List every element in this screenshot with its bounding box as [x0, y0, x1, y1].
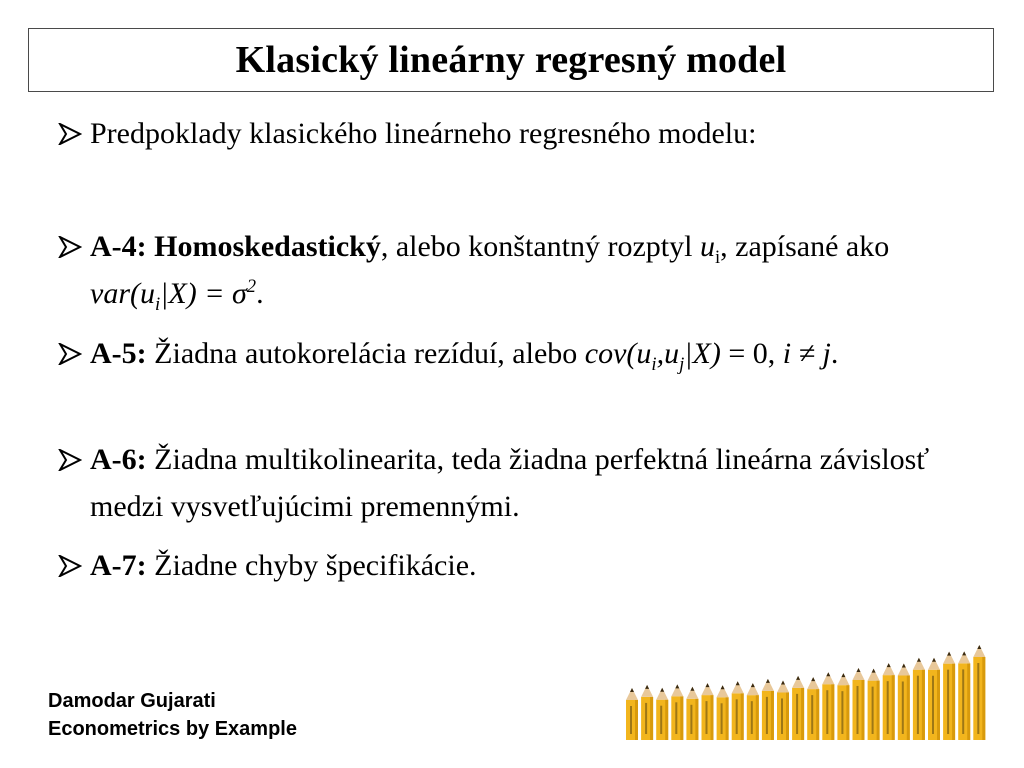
pencil-icon	[702, 683, 714, 740]
pencil-icon	[656, 688, 668, 740]
bullet-a5-text	[90, 330, 988, 377]
arrowhead-bullet-icon	[58, 542, 90, 589]
pencil-icon	[777, 680, 789, 740]
pencil-icon	[822, 672, 834, 740]
bullet-a6	[58, 436, 988, 530]
bullet-a4-text	[90, 223, 988, 317]
bullet-a7-body: Žiadne chyby špecifikácie.	[146, 549, 477, 582]
bullet-a4-t3: .	[256, 277, 264, 310]
pencil-icon	[928, 658, 940, 740]
pencil-icon	[747, 683, 759, 740]
pencil-icon	[792, 676, 804, 740]
bullet-a4-t1: , alebo konštantný rozptyl	[380, 230, 700, 263]
pencils-icon	[624, 626, 986, 742]
title-box	[28, 28, 994, 92]
pencil-icon	[686, 687, 698, 740]
bullet-a5-t3: .	[830, 337, 839, 370]
pencil-icon	[883, 663, 895, 740]
pencil-icon	[898, 664, 910, 740]
bullet-a4-varend: |X) = σ	[160, 277, 247, 310]
bullet-a7-label: A-7:	[90, 549, 147, 582]
bullet-a7-text	[90, 542, 988, 589]
bullet-a5-label: A-5:	[90, 337, 147, 370]
arrowhead-bullet-icon	[58, 330, 90, 377]
bullet-a4	[58, 223, 988, 317]
bullet-a5-t2: = 0,	[720, 337, 783, 370]
bullet-intro-text: Predpoklady klasického lineárneho regresného modelu:	[90, 117, 757, 150]
pencil-icon	[868, 669, 880, 740]
bullet-a4-t2: , zapísané ako	[720, 230, 890, 263]
bullet-a5-covend: |X)	[684, 337, 721, 370]
bullet-a4-sup2: 2	[246, 276, 257, 297]
arrowhead-bullet-icon	[58, 223, 90, 317]
bullet-a4-u: u	[699, 230, 715, 263]
bullet-a5-mid: ,u	[656, 337, 680, 370]
arrowhead-bullet-icon	[58, 436, 90, 530]
bullet-a4-label: A-4: Homoskedastický	[90, 230, 381, 263]
bullet-a5-sub-j: j	[679, 354, 685, 375]
slide-title: Klasický lineárny regresný model	[235, 39, 787, 81]
pencils-illustration	[624, 626, 986, 742]
pencil-icon	[943, 652, 955, 740]
bullet-a4-sub-i2: i	[154, 294, 161, 315]
footer-author: Damodar Gujarati	[48, 690, 216, 712]
pencil-icon	[958, 651, 970, 740]
bullet-a5-ineq: i ≠ j	[782, 337, 831, 370]
bullet-a7	[58, 542, 988, 589]
pencil-icon	[837, 673, 849, 740]
pencil-icon	[671, 684, 683, 740]
pencil-icon	[913, 658, 925, 740]
bullet-intro	[58, 110, 988, 157]
bullet-a6-label: A-6:	[90, 443, 147, 476]
pencil-icon	[717, 685, 729, 740]
pencil-icon	[762, 679, 774, 740]
pencil-icon	[807, 677, 819, 740]
pencil-icon	[853, 668, 865, 740]
footer-credit	[48, 687, 297, 743]
bullet-a5-t1: Žiadna autokorelácia rezíduí, alebo	[146, 337, 585, 370]
pencil-icon	[732, 681, 744, 740]
footer-book: Econometrics by Example	[48, 718, 297, 740]
pencil-icon	[641, 685, 653, 740]
bullet-a5-sub-i: i	[651, 354, 657, 375]
bullet-a4-var: var(u	[90, 277, 155, 310]
bullet-a5	[58, 330, 988, 377]
bullet-a6-text	[90, 436, 988, 530]
bullet-a4-sub-i: i	[714, 247, 721, 268]
pencil-icon	[626, 688, 638, 740]
bullet-a5-cov: cov(u	[584, 337, 652, 370]
bullet-a6-body: Žiadna multikolinearita, teda žiadna perfektná lineárna závislosť medzi vysvetľujúcimi premennými.	[90, 443, 930, 523]
arrowhead-bullet-icon	[58, 110, 90, 157]
pencil-icon	[973, 645, 985, 740]
